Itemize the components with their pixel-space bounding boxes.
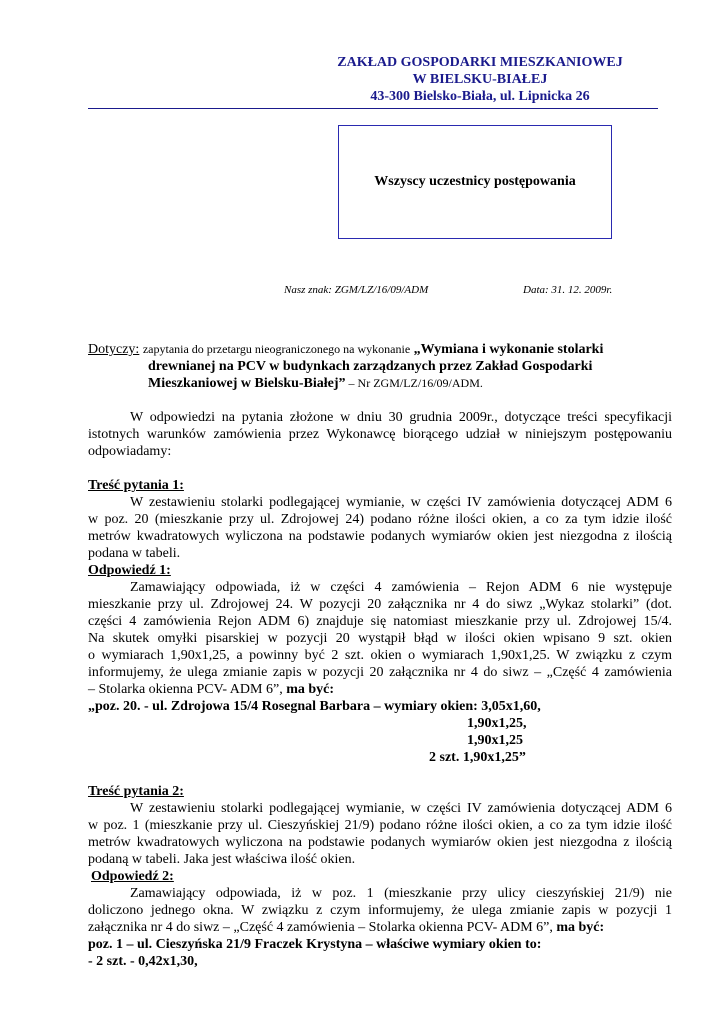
subject-intro: zapytania do przetargu nieograniczonego na wykonanie <box>142 342 411 356</box>
answer-2-last-line <box>88 919 604 936</box>
subject-line-1 <box>88 341 672 358</box>
document-date: Data: 31. 12. 2009r. <box>523 284 613 296</box>
question-1-heading: Treść pytania 1: <box>88 478 184 493</box>
question-1-line: podana w tabeli. <box>88 546 181 561</box>
answer-1-heading: Odpowiedź 1: <box>88 563 171 578</box>
question-2-line: podaną w tabeli. Jaka jest właściwa ilość okien. <box>88 852 356 867</box>
answer-1-line: o wymiarach 1,90x1,25, a powinny być 2 szt. okien o wymiarach 1,90x1,25. W związku z czym <box>88 648 672 663</box>
intro-line-1: W odpowiedzi na pytania złożone w dniu 30 grudnia 2009r., dotyczące treści specyfikacji <box>130 410 672 425</box>
answer-1-dimension: 1,90x1,25 <box>467 733 523 748</box>
subject-title-1: „Wymiana i wykonanie stolarki <box>413 342 604 357</box>
question-2-line: w poz. 1 (mieszkanie przy ul. Cieszyńskiej 21/9) podano różne ilości okien, a co za tym idzie ilość <box>88 818 672 833</box>
answer-2-position: poz. 1 – ul. Cieszyńska 21/9 Fraczek Krystyna – właściwe wymiary okien to: <box>88 937 542 952</box>
answer-2-should-be: ma być: <box>552 920 605 935</box>
answer-2-line: Zamawiający odpowiada, iż w poz. 1 (mieszkanie przy ulicy cieszyńskiej 21/9) nie <box>130 886 672 901</box>
question-1-line: w poz. 20 (mieszkanie przy ul. Zdrojowej 24) podano różne ilości okien, a co za tym idzie ilość <box>88 512 672 527</box>
answer-2-last-text: załącznika nr 4 do siwz – „Część 4 zamówienia – Stolarka okienna PCV- ADM 6”, <box>88 920 553 935</box>
institution-city: W BIELSKU-BIAŁEJ <box>412 72 548 87</box>
answer-1-line: Zamawiający odpowiada, iż w części 4 zamówienia – Rejon ADM 6 nie występuje <box>130 580 672 595</box>
subject-title-2: drewnianej na PCV w budynkach zarządzanych przez Zakład Gospodarki <box>148 359 593 374</box>
answer-1-line: Na skutek omyłki pisarskiej w pozycji 20 wystąpił błąd w ilości okien wpisano 9 szt. okien <box>88 631 672 646</box>
answer-1-last-line <box>88 681 334 698</box>
answer-1-line: informujemy, że ulega zmianie zapis w pozycji 20 załącznika nr 4 do siwz – „Część 4 zamówienia <box>88 665 672 680</box>
answer-1-dimension: 1,90x1,25, <box>467 716 527 731</box>
institution-address: 43-300 Bielsko-Biała, ul. Lipnicka 26 <box>370 89 590 104</box>
intro-line-3: odpowiadamy: <box>88 444 172 459</box>
answer-1-dimension: 2 szt. 1,90x1,25” <box>429 750 526 765</box>
question-1-line: metrów kwadratowych wyliczona na podstawie podanych wymiarów okien jest niezgodna z ilością <box>88 529 672 544</box>
our-reference: Nasz znak: ZGM/LZ/16/09/ADM <box>284 284 429 296</box>
subject-title-3: Mieszkaniowej w Bielsku-Białej” <box>148 376 346 391</box>
intro-line-2: istotnych warunków zamówienia przez Wykonawcę biorącego udział w niniejszym postępowaniu <box>88 427 672 442</box>
answer-1-line: mieszkanie przy ul. Zdrojowej 24. W pozycji 20 załącznika nr 4 do siwz „Wykaz stolarki” (dot. <box>88 597 672 612</box>
answer-1-should-be: ma być: <box>282 682 335 697</box>
question-2-line: W zestawieniu stolarki podlegającej wymianie, w części IV zamówienia dotyczącej ADM 6 <box>130 801 672 816</box>
answer-1-quote: „poz. 20. - ul. Zdrojowa 15/4 Rosegnal Barbara – wymiary okien: 3,05x1,60, <box>88 699 541 714</box>
question-1-line: W zestawieniu stolarki podlegającej wymianie, w części IV zamówienia dotyczącej ADM 6 <box>130 495 672 510</box>
answer-2-line: doliczono jednego okna. W związku z czym informujemy, że ulega zmianie zapis w pozycji 1 <box>88 903 672 918</box>
question-2-heading: Treść pytania 2: <box>88 784 184 799</box>
subject-label: Dotyczy: <box>88 342 140 357</box>
header-divider <box>88 108 658 109</box>
answer-1-line: części 4 zamówienia Rejon ADM 6) znajduje się natomiast mieszkanie przy ul. Zdrojowej 15/4. <box>88 614 672 629</box>
answer-2-item: - 2 szt. - 0,42x1,30, <box>88 954 198 969</box>
question-2-line: metrów kwadratowych wyliczona na podstawie podanych wymiarów okien jest niezgodna z ilością <box>88 835 672 850</box>
institution-name: ZAKŁAD GOSPODARKI MIESZKANIOWEJ <box>337 55 623 70</box>
subject-line-3 <box>148 375 483 392</box>
subject-number: – Nr ZGM/LZ/16/09/ADM. <box>345 376 483 390</box>
recipient-text: Wszyscy uczestnicy postępowania <box>374 174 576 189</box>
answer-1-last-text: – Stolarka okienna PCV- ADM 6”, <box>88 682 283 697</box>
recipient-box <box>338 125 612 239</box>
answer-2-heading: Odpowiedź 2: <box>91 869 174 884</box>
